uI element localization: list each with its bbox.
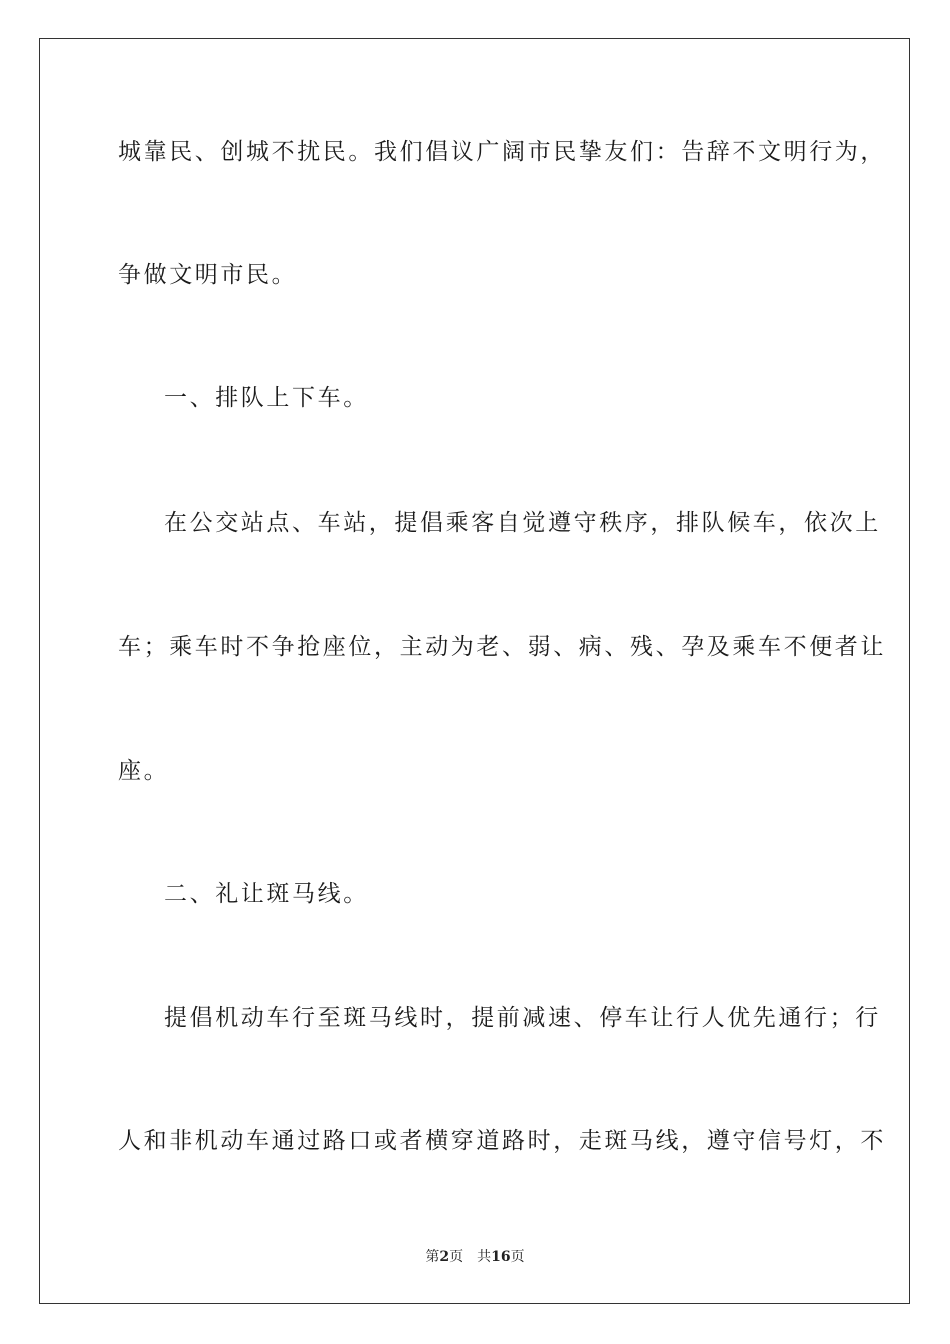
body-line-1: 城靠民、创城不扰民。我们倡议广阔市民挚友们：告辞不文明行为，	[118, 139, 886, 165]
body-line-7: 人和非机动车通过路口或者横穿道路时，走斑马线，遵守信号灯，不	[118, 1128, 886, 1154]
body-line-5: 座。	[118, 758, 170, 784]
footer-page-number: 2	[439, 1249, 450, 1265]
footer-total-prefix: 共	[477, 1249, 492, 1265]
page-footer	[0, 1247, 950, 1267]
body-line-6: 提倡机动车行至斑马线时，提前减速、停车让行人优先通行；行	[164, 1005, 881, 1031]
section-heading-1: 一、排队上下车。	[164, 385, 369, 411]
footer-page-prefix: 第	[425, 1249, 440, 1265]
body-line-2: 争做文明市民。	[118, 262, 298, 288]
footer-total-suffix: 页	[510, 1249, 525, 1265]
page-border	[39, 38, 910, 1304]
footer-page-suffix: 页	[449, 1249, 464, 1265]
body-line-4: 车；乘车时不争抢座位，主动为老、弱、病、残、孕及乘车不便者让	[118, 634, 886, 660]
footer-total-pages: 16	[491, 1249, 511, 1265]
body-line-3: 在公交站点、车站，提倡乘客自觉遵守秩序，排队候车，依次上	[164, 510, 881, 536]
section-heading-2: 二、礼让斑马线。	[164, 881, 369, 907]
